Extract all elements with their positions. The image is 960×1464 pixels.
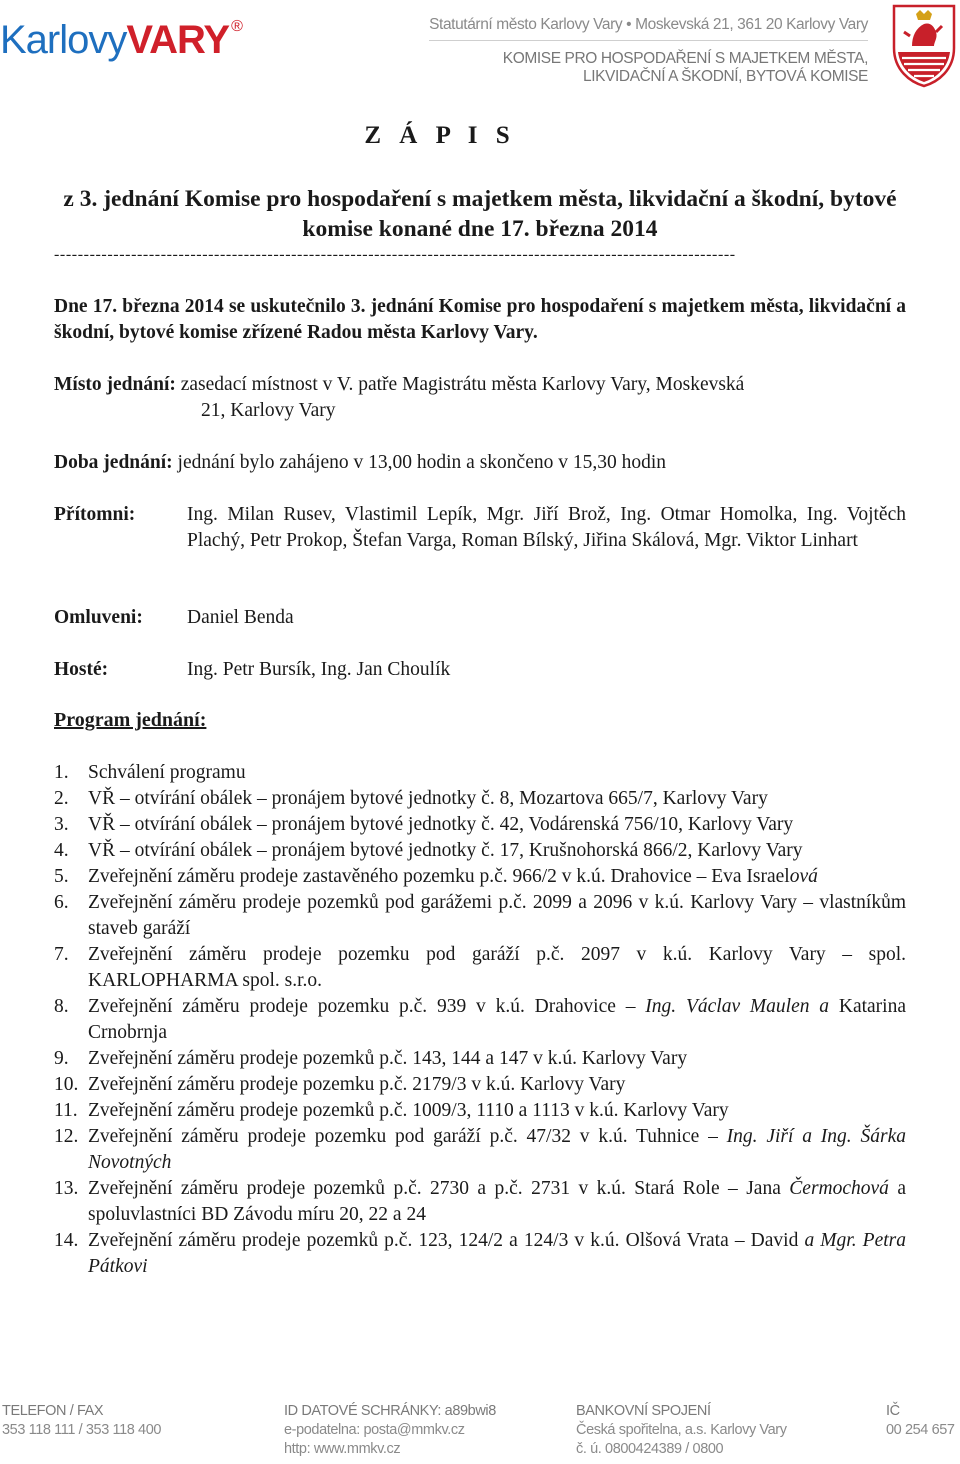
attendees-present	[54, 502, 906, 554]
logo-word-vary: VARY	[126, 18, 230, 62]
logo-word-karlovy: Karlovy	[0, 18, 127, 62]
program-item	[54, 864, 906, 890]
program-item-number: 2.	[54, 788, 69, 809]
footer-phone-value: 353 118 111 / 353 118 400	[2, 1422, 162, 1438]
meeting-time	[54, 450, 906, 476]
program-item-text: Zveřejnění záměru prodeje pozemku pod garáží p.č. 47/32 v k.ú. Tuhnice –	[88, 1126, 727, 1147]
program-item-text: Zveřejnění záměru prodeje zastavěného pozemku p.č. 966/2 v k.ú. Drahovice – Eva Israel	[88, 866, 790, 887]
header-committee-line-2: LIKVIDAČNÍ A ŠKODNÍ, BYTOVÁ KOMISE	[582, 67, 868, 85]
program-item-number: 5.	[54, 866, 69, 887]
program-item-number: 9.	[54, 1048, 69, 1069]
logo-registered-mark: ®	[231, 18, 242, 35]
city-coat-of-arms-icon	[890, 2, 958, 88]
footer-web: http: www.mmkv.cz	[284, 1441, 401, 1457]
attendees-excused	[54, 605, 906, 631]
footer-bank-label: BANKOVNÍ SPOJENÍ	[576, 1403, 711, 1419]
program-item-number: 11.	[54, 1100, 78, 1121]
program-item-text: Zveřejnění záměru prodeje pozemku p.č. 2179/3 v k.ú. Karlovy Vary	[88, 1074, 626, 1095]
meeting-place	[54, 372, 906, 424]
letterhead-footer	[0, 1402, 960, 1464]
program-item-text: Zveřejnění záměru prodeje pozemků p.č. 1009/3, 1110 a 1113 v k.ú. Karlovy Vary	[88, 1100, 729, 1121]
program-item	[54, 1176, 906, 1228]
program-item-text: VŘ – otvírání obálek – pronájem bytové jednotky č. 42, Vodárenská 756/10, Karlovy Vary	[88, 814, 794, 835]
footer-ic-label: IČ	[886, 1403, 900, 1419]
program-item	[54, 994, 906, 1046]
program-item-number: 8.	[54, 996, 69, 1017]
intro-paragraph: Dne 17. března 2014 se uskutečnilo 3. jednání Komise pro hospodaření s majetkem města, likvidační a škodní, bytové komise zřízené Radou města Karlovy Vary.	[54, 296, 906, 343]
guests-value: Ing. Petr Bursík, Ing. Jan Choulík	[187, 659, 451, 680]
meeting-place-label: Místo jednání:	[54, 374, 176, 395]
document-subtitle: z 3. jednání Komise pro hospodaření s majetkem města, likvidační a škodní, bytové komise konané dne 17. března 2014	[63, 186, 897, 242]
footer-phone-label: TELEFON / FAX	[2, 1403, 104, 1419]
program-item	[54, 1098, 906, 1124]
program-item-text: Zveřejnění záměru prodeje pozemků pod garážemi p.č. 2099 a 2096 v k.ú. Karlovy Vary – vlastníkům staveb garáží	[88, 892, 906, 939]
program-item	[54, 1124, 906, 1176]
program-item-number: 6.	[54, 892, 69, 913]
present-value: Ing. Milan Rusev, Vlastimil Lepík, Mgr. Jiří Brož, Ing. Otmar Homolka, Ing. Vojtěch Plachý, Petr Prokop, Štefan Varga, Roman Bílský, Jiřina Skálová, Mgr. Viktor Linhart	[187, 504, 906, 551]
city-logo	[0, 18, 242, 63]
program-item	[54, 812, 906, 838]
meeting-place-value-2: 21, Karlovy Vary	[201, 400, 336, 421]
program-item-tail: Katarina Crnobrnja	[88, 996, 906, 1043]
program-item-text: Zveřejnění záměru prodeje pozemku pod garáží p.č. 2097 v k.ú. Karlovy Vary – spol. KARLOPHARMA spol. s.r.o.	[88, 944, 906, 991]
program-list	[54, 760, 906, 1280]
program-item-tail: a spoluvlastníci BD Závodu míru 20, 22 a 24	[88, 1178, 907, 1225]
program-item-number: 1.	[54, 762, 69, 783]
footer-ic	[886, 1402, 955, 1440]
program-item-number: 3.	[54, 814, 69, 835]
program-item	[54, 890, 906, 942]
program-item	[54, 760, 906, 786]
program-title: Program jednání:	[54, 709, 207, 731]
program-item-text: Zveřejnění záměru prodeje pozemků p.č. 123, 124/2 a 124/3 v k.ú. Olšová Vrata – David	[88, 1230, 805, 1251]
program-item-text: Schválení programu	[88, 762, 246, 783]
footer-email: e-podatelna: posta@mmkv.cz	[284, 1422, 465, 1438]
header-address: Statutární město Karlovy Vary • Moskevská 21, 361 20 Karlovy Vary	[429, 16, 868, 41]
footer-phone	[2, 1402, 161, 1440]
program-item-italic: a Mgr. Petra Pátkovi	[88, 1230, 906, 1277]
letterhead	[0, 0, 960, 100]
program-item-text: Zveřejnění záměru prodeje pozemku p.č. 939 v k.ú. Drahovice –	[88, 996, 646, 1017]
program-item-number: 10.	[54, 1074, 79, 1095]
footer-ic-value: 00 254 657	[886, 1422, 955, 1438]
program-item-number: 14.	[54, 1230, 79, 1251]
program-item-number: 4.	[54, 840, 69, 861]
present-label: Přítomni:	[54, 504, 136, 525]
separator-line: -------------------------------------------------------------------------------------------------------------------	[54, 246, 736, 263]
program-item-text: Zveřejnění záměru prodeje pozemků p.č. 143, 144 a 147 v k.ú. Karlovy Vary	[88, 1048, 688, 1069]
excused-label: Omluveni:	[54, 607, 143, 628]
footer-bank-name: Česká spořitelna, a.s. Karlovy Vary	[576, 1422, 787, 1438]
program-item-italic: Čermochová	[789, 1178, 889, 1199]
program-item-italic: ová	[789, 866, 818, 887]
program-item	[54, 1046, 906, 1072]
program-item-number: 12.	[54, 1126, 79, 1147]
program-item-text: Zveřejnění záměru prodeje pozemků p.č. 2730 a p.č. 2731 v k.ú. Stará Role – Jana	[88, 1178, 790, 1199]
program-item-italic: Ing. Jiří a Ing. Šárka Novotných	[88, 1126, 906, 1173]
meeting-time-value: jednání bylo zahájeno v 13,00 hodin a skončeno v 15,30 hodin	[177, 452, 667, 473]
program-item	[54, 942, 906, 994]
meeting-time-label: Doba jednání:	[54, 452, 173, 473]
document-title: Z Á P I S	[364, 122, 516, 149]
header-info	[429, 16, 868, 85]
attendees-guests	[54, 657, 906, 683]
program-item-italic: Ing. Václav Maulen a	[645, 996, 830, 1017]
program-item	[54, 838, 906, 864]
program-item	[54, 1072, 906, 1098]
meeting-place-value-1: zasedací místnost v V. patře Magistrátu města Karlovy Vary, Moskevská	[180, 374, 745, 395]
footer-bank-account: č. ú. 0800424389 / 0800	[576, 1441, 724, 1457]
excused-value: Daniel Benda	[187, 607, 294, 628]
program-item-number: 13.	[54, 1178, 79, 1199]
footer-databox: ID DATOVÉ SCHRÁNKY: a89bwi8	[284, 1403, 496, 1419]
program-item-text: VŘ – otvírání obálek – pronájem bytové jednotky č. 8, Mozartova 665/7, Karlovy Vary	[88, 788, 768, 809]
guests-label: Hosté:	[54, 659, 109, 680]
footer-contacts	[284, 1402, 496, 1459]
footer-bank	[576, 1402, 787, 1459]
program-item	[54, 786, 906, 812]
header-committee-line-1: KOMISE PRO HOSPODAŘENÍ S MAJETKEM MĚSTA,	[502, 49, 868, 67]
program-item-number: 7.	[54, 944, 69, 965]
program-item-text: VŘ – otvírání obálek – pronájem bytové jednotky č. 17, Krušnohorská 866/2, Karlovy Vary	[88, 840, 803, 861]
program-item	[54, 1228, 906, 1280]
